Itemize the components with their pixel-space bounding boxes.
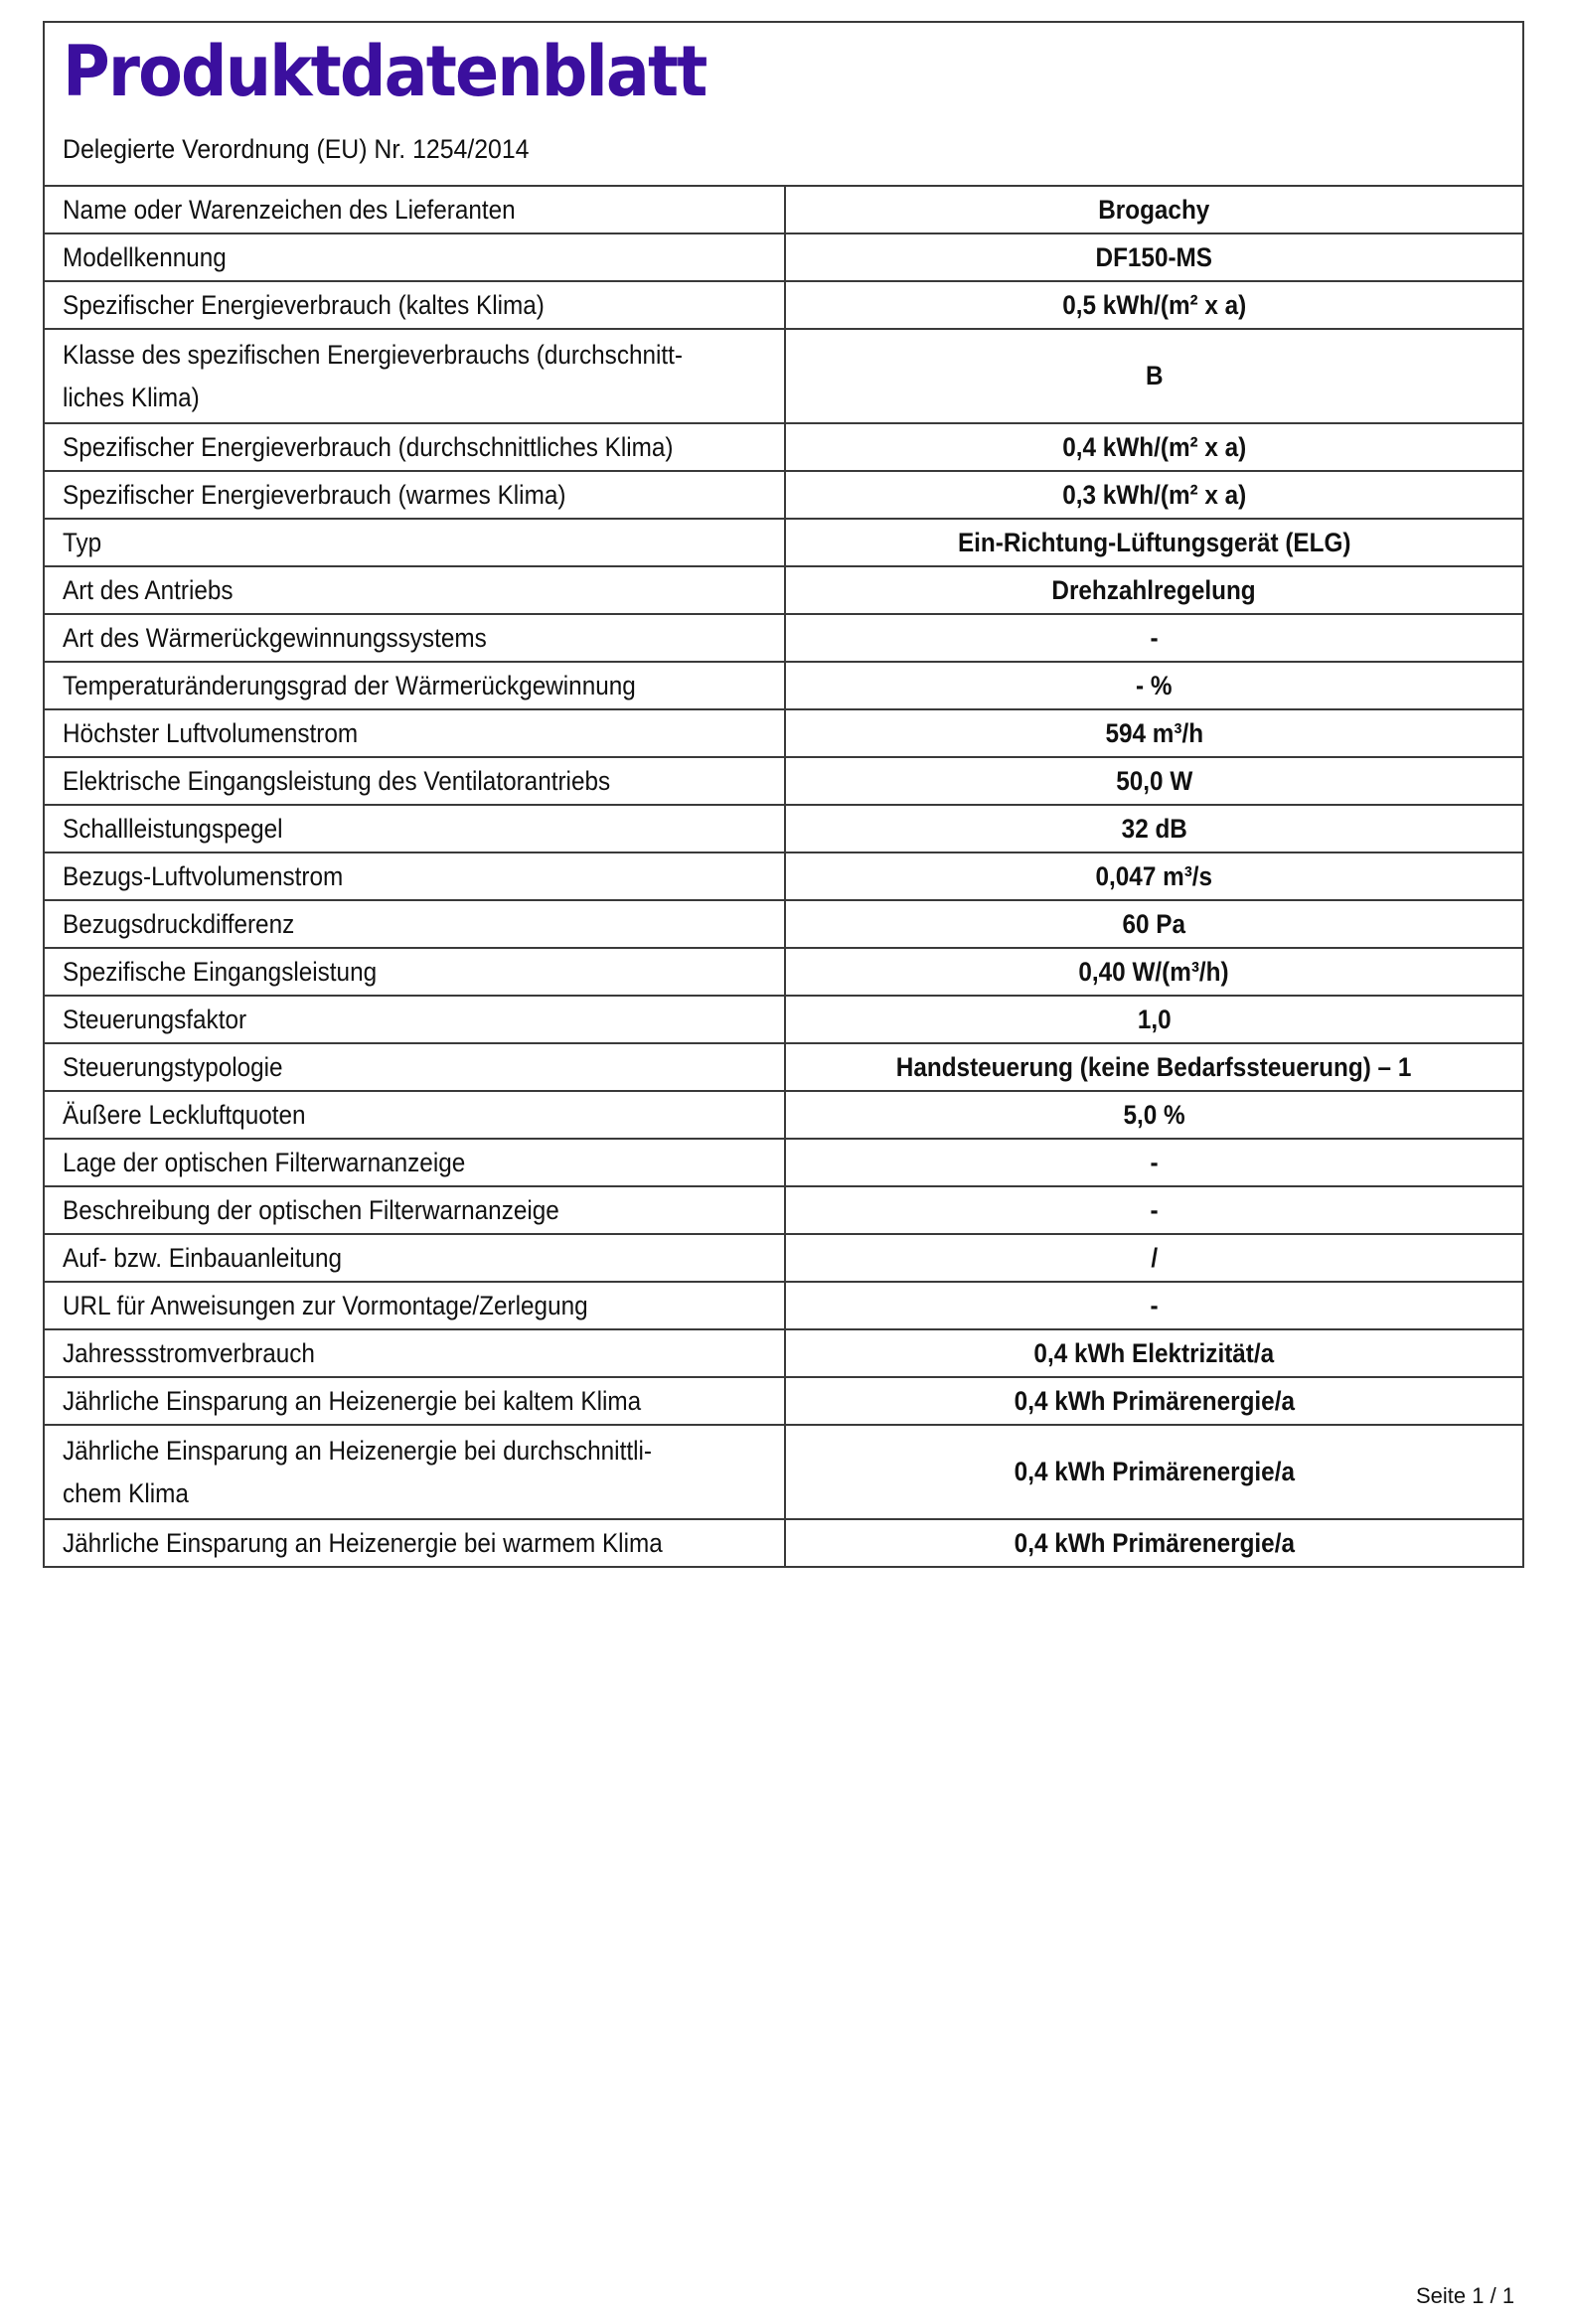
datasheet bbox=[43, 21, 1524, 1568]
row-value-cell bbox=[785, 1186, 1523, 1234]
row-label: Äußere Leckluftquoten bbox=[63, 1099, 306, 1130]
product-data-table bbox=[43, 185, 1524, 1568]
row-label-cell bbox=[44, 614, 785, 662]
row-value-cell bbox=[785, 519, 1523, 566]
row-label: Spezifischer Energieverbrauch (durchschnittliches Klima) bbox=[63, 431, 674, 462]
row-label: Klasse des spezifischen Energieverbrauchs (durchschnitt-liches Klima) bbox=[63, 339, 684, 412]
row-value-cell bbox=[785, 614, 1523, 662]
row-label-cell bbox=[44, 1519, 785, 1567]
row-value-cell bbox=[785, 900, 1523, 948]
row-value-cell bbox=[785, 1329, 1523, 1377]
row-label-cell bbox=[44, 1139, 785, 1186]
row-value: DF150-MS bbox=[1095, 241, 1213, 272]
table-row bbox=[44, 996, 1523, 1043]
table-row bbox=[44, 805, 1523, 852]
row-label-cell bbox=[44, 186, 785, 233]
row-label: Typ bbox=[63, 527, 102, 557]
table-row bbox=[44, 329, 1523, 423]
row-label: Temperaturänderungsgrad der Wärmerückgewinnung bbox=[63, 670, 636, 700]
row-value-cell bbox=[785, 233, 1523, 281]
table-row bbox=[44, 709, 1523, 757]
row-label-cell bbox=[44, 519, 785, 566]
row-label-cell bbox=[44, 1425, 785, 1519]
row-value-cell bbox=[785, 186, 1523, 233]
page-title: Produktdatenblatt bbox=[63, 31, 706, 112]
row-label: Jährliche Einsparung an Heizenergie bei warmem Klima bbox=[63, 1527, 663, 1558]
regulation-subtitle: Delegierte Verordnung (EU) Nr. 1254/2014 bbox=[63, 134, 530, 164]
row-label: Art des Antriebs bbox=[63, 574, 234, 605]
page-number: Seite 1 / 1 bbox=[1416, 2283, 1515, 2308]
row-label-cell bbox=[44, 566, 785, 614]
row-label: Jahressstromverbrauch bbox=[63, 1337, 315, 1368]
row-value: 1,0 bbox=[1137, 1004, 1172, 1034]
row-label: Steuerungsfaktor bbox=[63, 1004, 247, 1034]
row-value-cell bbox=[785, 852, 1523, 900]
table-row bbox=[44, 757, 1523, 805]
row-label-cell bbox=[44, 996, 785, 1043]
table-row bbox=[44, 519, 1523, 566]
row-value: / bbox=[1151, 1242, 1158, 1273]
row-label-cell bbox=[44, 805, 785, 852]
row-label-cell bbox=[44, 1186, 785, 1234]
table-row bbox=[44, 423, 1523, 471]
table-row bbox=[44, 852, 1523, 900]
row-label-cell bbox=[44, 900, 785, 948]
row-label: Elektrische Eingangsleistung des Ventilatorantriebs bbox=[63, 765, 611, 796]
row-value-cell bbox=[785, 1282, 1523, 1329]
row-label-cell bbox=[44, 1091, 785, 1139]
datasheet-header bbox=[43, 21, 1524, 185]
row-value-cell bbox=[785, 423, 1523, 471]
row-label-cell bbox=[44, 281, 785, 329]
row-value-cell bbox=[785, 996, 1523, 1043]
row-value-cell bbox=[785, 1091, 1523, 1139]
row-value-cell bbox=[785, 1519, 1523, 1567]
row-label: Bezugsdruckdifferenz bbox=[63, 908, 295, 939]
row-value-cell bbox=[785, 709, 1523, 757]
row-value: Handsteuerung (keine Bedarfssteuerung) – 1 bbox=[896, 1051, 1412, 1082]
table-row bbox=[44, 948, 1523, 996]
row-label-cell bbox=[44, 662, 785, 709]
row-value: - bbox=[1150, 1194, 1159, 1225]
row-label-cell bbox=[44, 852, 785, 900]
row-value: 594 m³/h bbox=[1105, 717, 1203, 748]
table-row bbox=[44, 1139, 1523, 1186]
table-row bbox=[44, 900, 1523, 948]
row-label: URL für Anweisungen zur Vormontage/Zerlegung bbox=[63, 1290, 588, 1320]
row-label-cell bbox=[44, 1329, 785, 1377]
table-row bbox=[44, 1329, 1523, 1377]
table-row bbox=[44, 1234, 1523, 1282]
row-label: Modellkennung bbox=[63, 241, 227, 272]
row-label-cell bbox=[44, 233, 785, 281]
row-value-cell bbox=[785, 1043, 1523, 1091]
row-label: Art des Wärmerückgewinnungssystems bbox=[63, 622, 487, 653]
row-value: 50,0 W bbox=[1115, 765, 1192, 796]
row-value: 0,3 kWh/(m² x a) bbox=[1061, 479, 1246, 510]
row-value-cell bbox=[785, 471, 1523, 519]
row-label: Bezugs-Luftvolumenstrom bbox=[63, 860, 344, 891]
row-label-cell bbox=[44, 1234, 785, 1282]
row-value-cell bbox=[785, 948, 1523, 996]
row-value: 5,0 % bbox=[1123, 1099, 1185, 1130]
row-value: Brogachy bbox=[1098, 194, 1210, 225]
row-value-cell bbox=[785, 662, 1523, 709]
row-value: Drehzahlregelung bbox=[1051, 574, 1257, 605]
row-value: 0,4 kWh Primärenergie/a bbox=[1014, 1457, 1295, 1486]
row-label: Schallleistungspegel bbox=[63, 813, 283, 844]
row-label-cell bbox=[44, 709, 785, 757]
row-label-cell bbox=[44, 757, 785, 805]
row-label: Auf- bzw. Einbauanleitung bbox=[63, 1242, 342, 1273]
row-value: 0,4 kWh Elektrizität/a bbox=[1033, 1337, 1275, 1368]
row-value: 0,4 kWh Primärenergie/a bbox=[1014, 1527, 1295, 1558]
row-value-cell bbox=[785, 1377, 1523, 1425]
row-label: Spezifischer Energieverbrauch (kaltes Klima) bbox=[63, 289, 545, 320]
row-value: 0,40 W/(m³/h) bbox=[1078, 956, 1230, 987]
table-row bbox=[44, 1519, 1523, 1567]
row-value-cell bbox=[785, 1425, 1523, 1519]
row-label-cell bbox=[44, 948, 785, 996]
row-label-cell bbox=[44, 329, 785, 423]
row-value-cell bbox=[785, 1234, 1523, 1282]
row-label: Steuerungstypologie bbox=[63, 1051, 283, 1082]
table-row bbox=[44, 614, 1523, 662]
row-value: - bbox=[1150, 1290, 1159, 1320]
row-label: Beschreibung der optischen Filterwarnanzeige bbox=[63, 1194, 559, 1225]
row-value: 32 dB bbox=[1121, 813, 1187, 844]
row-label-cell bbox=[44, 471, 785, 519]
row-value-cell bbox=[785, 281, 1523, 329]
table-row bbox=[44, 1425, 1523, 1519]
row-label: Jährliche Einsparung an Heizenergie bei durchschnittli-chem Klima bbox=[63, 1435, 652, 1508]
row-value: Ein-Richtung-Lüftungsgerät (ELG) bbox=[957, 527, 1351, 557]
row-label-cell bbox=[44, 423, 785, 471]
table-row bbox=[44, 471, 1523, 519]
row-value-cell bbox=[785, 805, 1523, 852]
row-value-cell bbox=[785, 1139, 1523, 1186]
table-row bbox=[44, 281, 1523, 329]
table-row bbox=[44, 1091, 1523, 1139]
row-value: 60 Pa bbox=[1122, 908, 1186, 939]
row-value: 0,5 kWh/(m² x a) bbox=[1061, 289, 1246, 320]
table-row bbox=[44, 1186, 1523, 1234]
row-value: 0,4 kWh Primärenergie/a bbox=[1014, 1385, 1295, 1416]
row-value: - bbox=[1150, 1147, 1159, 1177]
table-row bbox=[44, 566, 1523, 614]
row-value: B bbox=[1145, 361, 1164, 390]
row-value: 0,4 kWh/(m² x a) bbox=[1061, 431, 1246, 462]
table-row bbox=[44, 1377, 1523, 1425]
row-label: Lage der optischen Filterwarnanzeige bbox=[63, 1147, 466, 1177]
row-label: Name oder Warenzeichen des Lieferanten bbox=[63, 194, 516, 225]
row-value-cell bbox=[785, 757, 1523, 805]
row-label: Jährliche Einsparung an Heizenergie bei kaltem Klima bbox=[63, 1385, 642, 1416]
table-row bbox=[44, 662, 1523, 709]
row-label-cell bbox=[44, 1043, 785, 1091]
row-label: Spezifische Eingangsleistung bbox=[63, 956, 378, 987]
row-value: - bbox=[1150, 622, 1159, 653]
row-value: 0,047 m³/s bbox=[1095, 860, 1213, 891]
row-value-cell bbox=[785, 329, 1523, 423]
row-value: - % bbox=[1136, 670, 1173, 700]
row-label: Spezifischer Energieverbrauch (warmes Klima) bbox=[63, 479, 566, 510]
table-row bbox=[44, 186, 1523, 233]
row-label-cell bbox=[44, 1377, 785, 1425]
table-row bbox=[44, 1043, 1523, 1091]
table-row bbox=[44, 1282, 1523, 1329]
row-label: Höchster Luftvolumenstrom bbox=[63, 717, 359, 748]
row-label-cell bbox=[44, 1282, 785, 1329]
row-value-cell bbox=[785, 566, 1523, 614]
table-row bbox=[44, 233, 1523, 281]
